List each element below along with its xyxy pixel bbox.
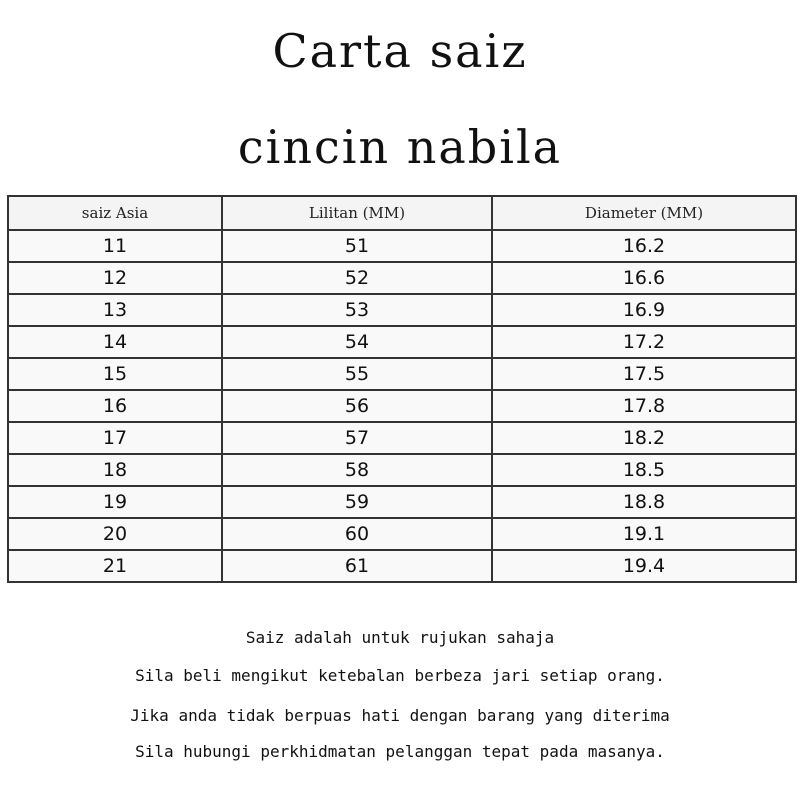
note-contact-service: Sila hubungi perkhidmatan pelanggan tepat pada masanya. bbox=[135, 742, 665, 761]
cell-circumference: 58 bbox=[222, 454, 492, 486]
table-row bbox=[8, 550, 796, 582]
cell-asia-size: 16 bbox=[8, 390, 222, 422]
cell-diameter: 16.9 bbox=[492, 294, 796, 326]
cell-circumference: 56 bbox=[222, 390, 492, 422]
table-row bbox=[8, 358, 796, 390]
table-row bbox=[8, 390, 796, 422]
cell-diameter: 17.2 bbox=[492, 326, 796, 358]
cell-diameter: 18.8 bbox=[492, 486, 796, 518]
note-reference-only: Saiz adalah untuk rujukan sahaja bbox=[245, 628, 555, 647]
note-not-satisfied: Jika anda tidak berpuas hati dengan barang yang diterima bbox=[130, 706, 670, 725]
cell-circumference: 57 bbox=[222, 422, 492, 454]
ring-size-table bbox=[7, 195, 797, 583]
header-diameter: Diameter (MM) bbox=[492, 196, 796, 230]
cell-asia-size: 13 bbox=[8, 294, 222, 326]
table-row bbox=[8, 230, 796, 262]
table-row bbox=[8, 326, 796, 358]
cell-asia-size: 20 bbox=[8, 518, 222, 550]
cell-circumference: 52 bbox=[222, 262, 492, 294]
cell-circumference: 59 bbox=[222, 486, 492, 518]
cell-diameter: 16.2 bbox=[492, 230, 796, 262]
table-row bbox=[8, 422, 796, 454]
cell-asia-size: 14 bbox=[8, 326, 222, 358]
header-circumference: Lilitan (MM) bbox=[222, 196, 492, 230]
note-finger-thickness: Sila beli mengikut ketebalan berbeza jari setiap orang. bbox=[135, 666, 665, 685]
cell-diameter: 17.8 bbox=[492, 390, 796, 422]
cell-diameter: 16.6 bbox=[492, 262, 796, 294]
table-row bbox=[8, 294, 796, 326]
table-row bbox=[8, 454, 796, 486]
cell-circumference: 54 bbox=[222, 326, 492, 358]
cell-asia-size: 21 bbox=[8, 550, 222, 582]
cell-circumference: 60 bbox=[222, 518, 492, 550]
chart-title-line-1: Carta saiz bbox=[272, 24, 528, 78]
chart-title-line-2: cincin nabila bbox=[237, 120, 563, 174]
cell-asia-size: 15 bbox=[8, 358, 222, 390]
cell-asia-size: 19 bbox=[8, 486, 222, 518]
header-asia-size: saiz Asia bbox=[8, 196, 222, 230]
cell-asia-size: 12 bbox=[8, 262, 222, 294]
cell-circumference: 53 bbox=[222, 294, 492, 326]
cell-circumference: 55 bbox=[222, 358, 492, 390]
cell-circumference: 61 bbox=[222, 550, 492, 582]
cell-diameter: 18.2 bbox=[492, 422, 796, 454]
cell-diameter: 19.1 bbox=[492, 518, 796, 550]
cell-diameter: 17.5 bbox=[492, 358, 796, 390]
table-row bbox=[8, 518, 796, 550]
cell-asia-size: 17 bbox=[8, 422, 222, 454]
table-row bbox=[8, 262, 796, 294]
cell-asia-size: 18 bbox=[8, 454, 222, 486]
cell-circumference: 51 bbox=[222, 230, 492, 262]
cell-diameter: 18.5 bbox=[492, 454, 796, 486]
table-row bbox=[8, 486, 796, 518]
table-header-row bbox=[8, 196, 796, 230]
cell-asia-size: 11 bbox=[8, 230, 222, 262]
cell-diameter: 19.4 bbox=[492, 550, 796, 582]
